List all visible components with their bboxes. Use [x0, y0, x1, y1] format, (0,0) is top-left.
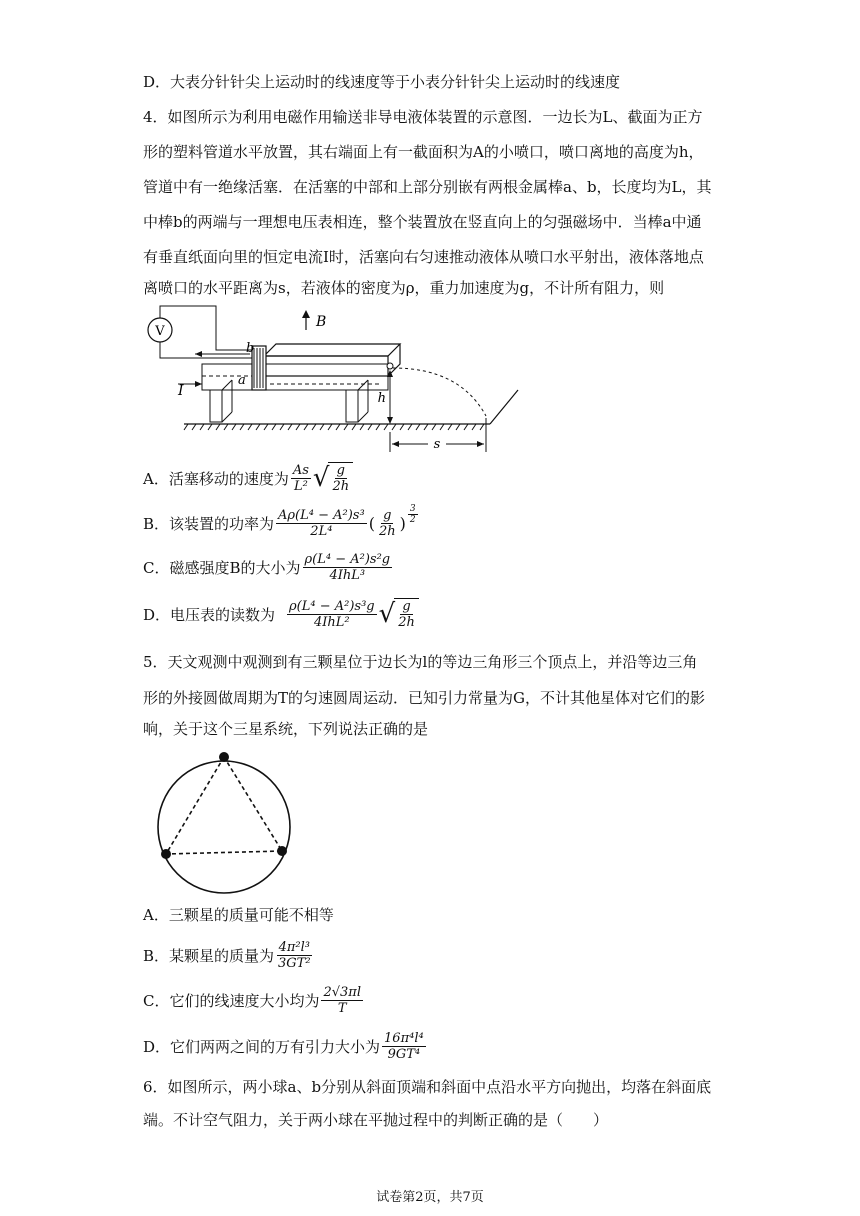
- star-right: [277, 846, 287, 856]
- q4-d-fraction: $\frac{\text{ρ(L⁴ − A²)s³g}}{\text{4IhL²}}$: [289, 598, 375, 630]
- q4-option-a: [143, 462, 353, 494]
- star-top: [219, 752, 229, 762]
- orbit-circle: [158, 761, 290, 893]
- q5-option-b-label: B．某颗星的质量为: [143, 947, 275, 965]
- q3-option-d: D．大表分针针尖上运动时的线速度等于小表分针针尖上运动时的线速度: [143, 73, 621, 91]
- q5-line-2: 形的外接圆做周期为T的匀速圆周运动．已知引力常量为G，不计其他星体对它们的影: [143, 689, 705, 707]
- current-label: I: [178, 383, 184, 399]
- q5-line-3: 响，关于这个三星系统，下列说法正确的是: [143, 720, 429, 738]
- q5-option-c-label: C．它们的线速度大小均为: [143, 992, 320, 1010]
- q4-line-3: 管道中有一绝缘活塞．在活塞的中部和上部分别嵌有两根金属棒a、b，长度均为L，其: [143, 178, 712, 196]
- star-left: [161, 849, 171, 859]
- q4-d-sqrt: √ $\frac{g}{2h}$: [379, 598, 419, 630]
- rod-a-label: a: [238, 373, 246, 388]
- q6-line-2: 端。不计空气阻力，关于两小球在平抛过程中的判断正确的是（ ）: [143, 1111, 609, 1129]
- q5-b-fraction: $\frac{\text{4π²l³}}{\text{3GT²}}$: [278, 940, 311, 971]
- q4-line-2: 形的塑料管道水平放置，其右端面上有一截面积为A的小喷口，喷口离地的高度为h，: [143, 143, 704, 161]
- page-footer: 试卷第2页，共7页: [376, 1190, 484, 1205]
- q4-b-paren-fraction: $\frac{g}{2h}$: [378, 508, 396, 539]
- q5-c-fraction: $\frac{2√3\pi l}{T}$: [323, 985, 362, 1016]
- q4-a-sqrt: √ $\frac{g}{2h}$: [313, 462, 353, 494]
- q5-d-fraction: $\frac{\text{16π⁴l⁴}}{\text{9GT⁴}}$: [384, 1031, 424, 1062]
- q4-pump-figure: [140, 298, 520, 456]
- q4-line-1: 4．如图所示为利用电磁作用输送非导电液体装置的示意图．一边长为L、截面为正方: [143, 108, 703, 126]
- q4-b-fraction: $\frac{\text{Aρ(L⁴ − A²)s³}}{\text{2L⁴}}$: [278, 508, 365, 539]
- q5-three-star-figure: [150, 745, 310, 895]
- distance-label: s: [433, 437, 441, 452]
- q4-option-c: [143, 552, 394, 583]
- field-label: B: [316, 314, 327, 330]
- q4-b-exponent: $\frac{3}{2}$: [409, 504, 416, 525]
- q4-option-d-label: D．电压表的读数为: [143, 605, 276, 624]
- height-label: h: [377, 391, 386, 406]
- q5-option-c: [143, 985, 365, 1016]
- q4-line-6: 离喷口的水平距离为s，若液体的密度为ρ，重力加速度为g，不计所有阻力，则: [143, 279, 665, 297]
- q4-line-5: 有垂直纸面向里的恒定电流I时，活塞向右匀速推动液体从喷口水平射出，液体落地点: [143, 248, 704, 266]
- q5-option-a: A．三颗星的质量可能不相等: [143, 906, 334, 924]
- q6-line-1: 6．如图所示，两小球a、b分别从斜面顶端和斜面中点沿水平方向抛出，均落在斜面底: [143, 1078, 712, 1096]
- q5-option-b: [143, 940, 315, 971]
- q4-c-fraction: $\frac{\text{ρ(L⁴ − A²)s²g}}{\text{4IhL³}}$: [304, 552, 391, 583]
- q4-option-c-label: C．磁感强度B的大小为: [143, 559, 301, 577]
- voltmeter-label: V: [155, 324, 165, 339]
- q5-option-d-label: D．它们两两之间的万有引力大小为: [143, 1038, 381, 1056]
- q5-line-1: 5．天文观测中观测到有三颗星位于边长为l的等边三角形三个顶点上，并沿等边三角: [143, 653, 698, 671]
- q4-line-4: 中棒b的两端与一理想电压表相连，整个装置放在竖直向上的匀强磁场中．当棒a中通: [143, 213, 702, 231]
- q4-option-d: [143, 598, 419, 630]
- q4-a-fraction: $\frac{As}{\text{L²}}$: [292, 462, 309, 494]
- q4-option-a-label: A．活塞移动的速度为: [143, 469, 289, 488]
- rod-b-label: b: [246, 341, 255, 356]
- q5-option-d: [143, 1031, 428, 1062]
- q4-option-b: B．该装置的功率为 $\frac{\text{Aρ(L⁴ − A²)s³}}{\text{2L⁴}}$ ( $\frac{g}{2h}$ ) $\frac{3}{2}$: [143, 504, 416, 539]
- triangle-dashed: [166, 757, 282, 854]
- q4-option-b-label: B．该装置的功率为: [143, 515, 275, 533]
